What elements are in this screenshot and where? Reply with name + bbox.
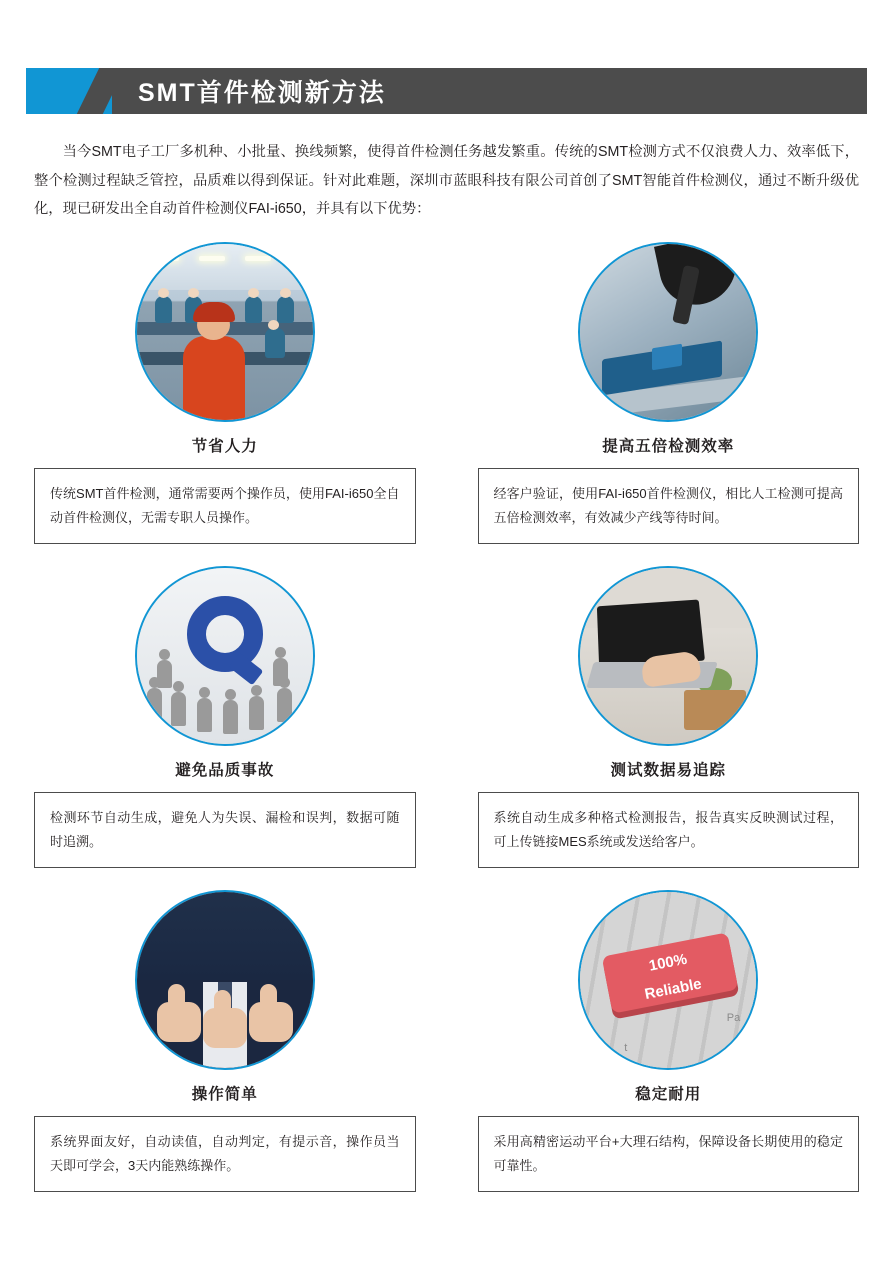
feature-card-2: [478, 242, 860, 544]
machine-illustration: [580, 244, 756, 420]
thumbs-up-hands-photo: [135, 890, 315, 1070]
laptop-illustration: [580, 568, 756, 744]
feature-title-4: 测试数据易追踪: [610, 761, 726, 779]
feature-desc-2: 经客户验证，使用FAI-i650首件检测仪，相比人工检测可提高五倍检测效率，有效减少产线等待时间。: [478, 468, 860, 544]
keyboard-100-percent-reliable-photo: [578, 890, 758, 1070]
feature-card-4: [478, 566, 860, 868]
feature-title-2: 提高五倍检测效率: [602, 437, 735, 455]
feature-desc-4: 系统自动生成多种格式检测报告，报告真实反映测试过程，可上传链接MES系统或发送给客户。: [478, 792, 860, 868]
feature-desc-6: 采用高精密运动平台+大理石结构，保障设备长期使用的稳定可靠性。: [478, 1116, 860, 1192]
feature-card-5: [34, 890, 416, 1192]
header-dark-block: [112, 68, 867, 114]
keycap-label-pa: Pa: [726, 1011, 741, 1024]
feature-title-6: 稳定耐用: [635, 1085, 702, 1103]
intro-paragraph: 当今SMT电子工厂多机种、小批量、换线频繁，使得首件检测任务越发繁重。传统的SMT检测方式不仅浪费人力、效率低下，整个检测过程缺乏管控，品质难以得到保证。针对此难题，深圳市蓝眼科技有限公司首创了SMT智能首件检测仪，通过不断升级优化，现已研发出全自动首件检测仪FAI-i650，并具有以下优势：: [34, 144, 859, 218]
feature-grid: [34, 242, 859, 1192]
feature-card-6: [478, 890, 860, 1192]
keyboard-illustration: [580, 892, 756, 1068]
page-title: SMT首件检测新方法: [138, 79, 386, 107]
thumbs-up-illustration: [137, 892, 313, 1068]
feature-desc-1: 传统SMT首件检测，通常需要两个操作员，使用FAI-i650全自动首件检测仪，无需专职人员操作。: [34, 468, 416, 544]
feature-desc-5: 系统界面友好，自动读值，自动判定，有提示音，操作员当天即可学会，3天内能熟练操作。: [34, 1116, 416, 1192]
quality-people-around-q-photo: [135, 566, 315, 746]
laptop-on-desk-photo: [578, 566, 758, 746]
pick-and-place-machine-photo: [578, 242, 758, 422]
feature-card-1: [34, 242, 416, 544]
feature-title-3: 避免品质事故: [175, 761, 275, 779]
reliable-word-text: Reliable: [643, 975, 704, 1004]
feature-card-3: [34, 566, 416, 868]
reliable-percent-text: 100%: [647, 950, 689, 975]
keycap-label-t: t: [624, 1041, 628, 1054]
feature-desc-3: 检测环节自动生成，避免人为失误、漏检和误判，数据可随时追溯。: [34, 792, 416, 868]
feature-title-5: 操作简单: [191, 1085, 258, 1103]
factory-production-line-photo: [135, 242, 315, 422]
page-header-banner: [26, 68, 867, 114]
feature-title-1: 节省人力: [191, 437, 258, 455]
quality-q-illustration: [137, 568, 313, 744]
factory-illustration: [137, 244, 313, 420]
